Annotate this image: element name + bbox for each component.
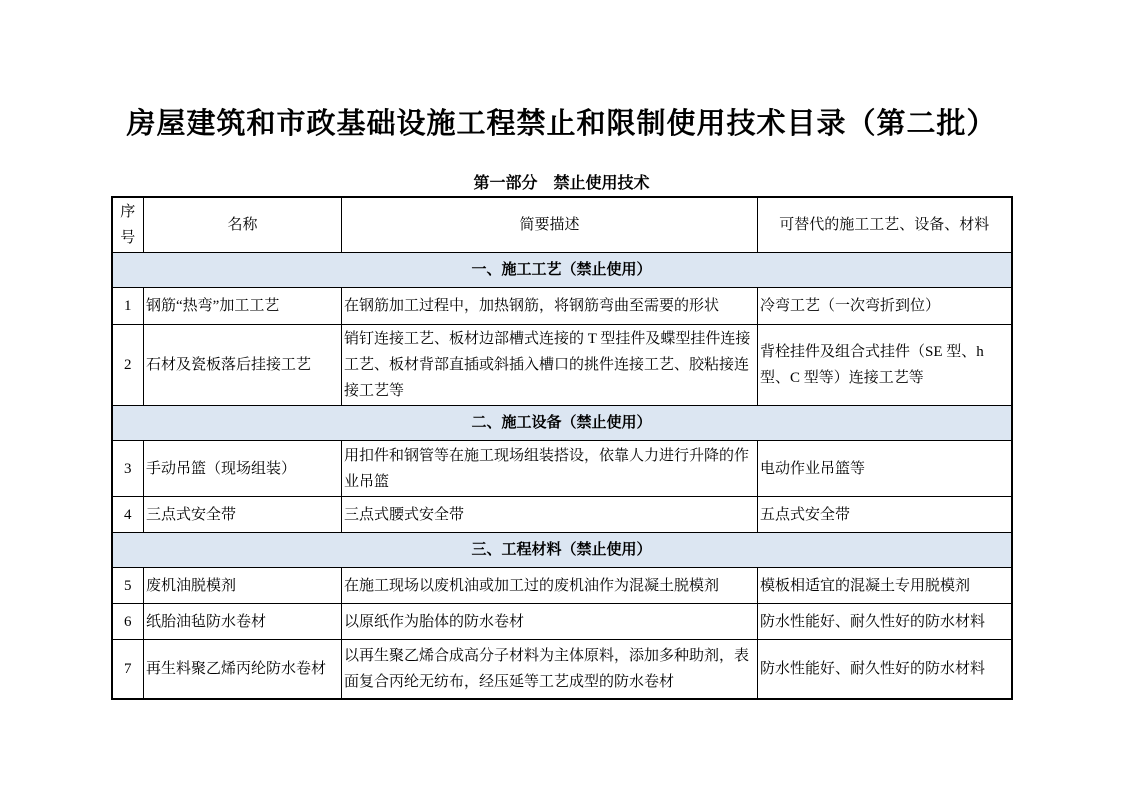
cell-desc: 销钉连接工艺、板材边部槽式连接的 T 型挂件及蝶型挂件连接工艺、板材背部直插或斜插入槽口的挑件连接工艺、胶粘接连接工艺等 — [342, 325, 758, 406]
cell-name: 三点式安全带 — [144, 497, 342, 533]
section-band-label: 一、施工工艺（禁止使用） — [112, 253, 1012, 288]
cell-desc: 在施工现场以废机油或加工过的废机油作为混凝土脱模剂 — [342, 568, 758, 604]
cell-name: 纸胎油毡防水卷材 — [144, 604, 342, 640]
cell-name: 再生料聚乙烯丙纶防水卷材 — [144, 640, 342, 700]
cell-no: 6 — [112, 604, 144, 640]
cell-no: 5 — [112, 568, 144, 604]
section-band-construction-equipment — [112, 406, 1012, 441]
section-band-construction-craft — [112, 253, 1012, 288]
cell-desc: 用扣件和钢管等在施工现场组装搭设，依靠人力进行升降的作业吊篮 — [342, 441, 758, 497]
section-band-label: 二、施工设备（禁止使用） — [112, 406, 1012, 441]
col-header-alt: 可替代的施工工艺、设备、材料 — [758, 197, 1012, 253]
table-header-row — [112, 197, 1012, 253]
cell-alt: 防水性能好、耐久性好的防水材料 — [758, 640, 1012, 700]
table-row — [112, 288, 1012, 325]
col-header-no: 序号 — [112, 197, 144, 253]
section-band-label: 三、工程材料（禁止使用） — [112, 533, 1012, 568]
cell-alt: 电动作业吊篮等 — [758, 441, 1012, 497]
cell-alt: 模板相适宜的混凝土专用脱模剂 — [758, 568, 1012, 604]
document-subtitle: 第一部分 禁止使用技术 — [473, 175, 650, 192]
document-title: 房屋建筑和市政基础设施工程禁止和限制使用技术目录（第二批） — [126, 108, 997, 140]
cell-name: 手动吊篮（现场组装） — [144, 441, 342, 497]
table-row — [112, 604, 1012, 640]
table-row — [112, 497, 1012, 533]
col-header-name: 名称 — [144, 197, 342, 253]
cell-alt: 五点式安全带 — [758, 497, 1012, 533]
cell-desc: 以原纸作为胎体的防水卷材 — [342, 604, 758, 640]
cell-name: 石材及瓷板落后挂接工艺 — [144, 325, 342, 406]
cell-no: 3 — [112, 441, 144, 497]
cell-alt: 背栓挂件及组合式挂件（SE 型、h 型、C 型等）连接工艺等 — [758, 325, 1012, 406]
cell-no: 4 — [112, 497, 144, 533]
cell-desc: 三点式腰式安全带 — [342, 497, 758, 533]
table-row — [112, 441, 1012, 497]
cell-desc: 在钢筋加工过程中，加热钢筋，将钢筋弯曲至需要的形状 — [342, 288, 758, 325]
table-row — [112, 325, 1012, 406]
col-header-desc: 简要描述 — [342, 197, 758, 253]
table-row — [112, 568, 1012, 604]
catalog-table — [111, 196, 1013, 700]
cell-no: 7 — [112, 640, 144, 700]
cell-desc: 以再生聚乙烯合成高分子材料为主体原料，添加多种助剂，表面复合丙纶无纺布，经压延等工艺成型的防水卷材 — [342, 640, 758, 700]
cell-alt: 防水性能好、耐久性好的防水材料 — [758, 604, 1012, 640]
cell-no: 1 — [112, 288, 144, 325]
section-band-engineering-materials — [112, 533, 1012, 568]
table-row — [112, 640, 1012, 700]
cell-alt: 冷弯工艺（一次弯折到位） — [758, 288, 1012, 325]
cell-name: 废机油脱模剂 — [144, 568, 342, 604]
cell-no: 2 — [112, 325, 144, 406]
cell-name: 钢筋“热弯”加工工艺 — [144, 288, 342, 325]
